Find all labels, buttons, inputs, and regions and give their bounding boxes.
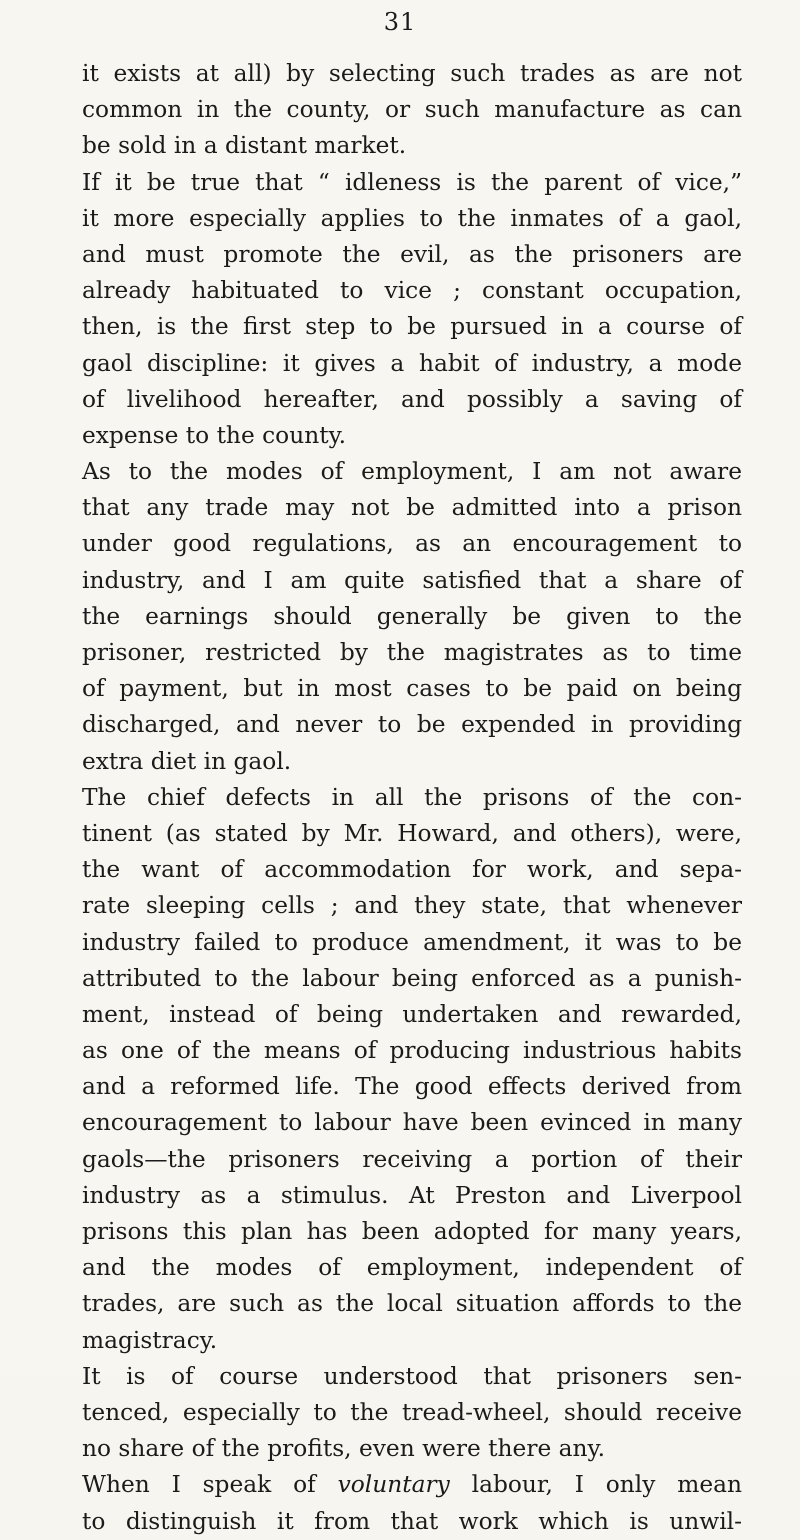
page-number: 31 [383, 8, 417, 36]
text-line: industry failed to produce amendment, it was to be [82, 928, 742, 956]
text-line: of payment, but in most cases to be paid on being [82, 675, 742, 703]
text-line: and the modes of employment, independent of [82, 1254, 742, 1282]
text-line: that any trade may not be admitted into a prison [82, 494, 742, 522]
body-text [82, 56, 742, 1540]
text-line: common in the county, or such manufacture as can [82, 96, 742, 124]
text-segment: When I speak of [82, 1471, 316, 1499]
text-line: prisons this plan has been adopted for many years, [82, 1218, 742, 1245]
text-line: ment, instead of being undertaken and rewarded, [82, 1000, 742, 1028]
text-line: gaol discipline: it gives a habit of industry, a mode [82, 349, 742, 377]
text-line: trades, are such as the local situation affords to the [82, 1290, 742, 1318]
text-line: expense to the county. [82, 421, 347, 449]
text-line: rate sleeping cells ; and they state, that whenever [82, 892, 742, 920]
text-line: magistracy. [82, 1326, 218, 1354]
text-line: prisoner, restricted by the magistrates as to time [82, 639, 742, 666]
italic-word: voluntary [337, 1471, 450, 1499]
text-line-with-italic [82, 1467, 742, 1503]
text-line: industry, and I am quite satisfied that a share of [82, 566, 742, 594]
text-line: be sold in a distant market. [82, 132, 407, 160]
text-line: attributed to the labour being enforced as a punish- [82, 964, 742, 992]
text-line: no share of the profits, even were there any. [82, 1435, 606, 1463]
text-line: tenced, especially to the tread-wheel, should receive [82, 1398, 742, 1426]
text-line: under good regulations, as an encouragement to [82, 530, 742, 558]
text-line: tinent (as stated by Mr. Howard, and others), were, [82, 819, 742, 847]
text-line: and must promote the evil, as the prisoners are [82, 240, 742, 268]
text-line: it more especially applies to the inmates of a gaol, [82, 204, 742, 232]
text-line: to distinguish it from that work which is unwil- [82, 1507, 742, 1535]
text-line: discharged, and never to be expended in providing [82, 711, 742, 739]
text-line: industry as a stimulus. At Preston and Liverpool [82, 1181, 742, 1209]
text-line: as one of the means of producing industrious habits [82, 1037, 742, 1065]
text-line: the earnings should generally be given to the [82, 602, 742, 630]
text-line: The chief defects in all the prisons of the con- [82, 783, 742, 811]
text-line: extra diet in gaol. [82, 747, 292, 775]
text-line: the want of accommodation for work, and sepa- [82, 856, 742, 884]
text-line: already habituated to vice ; constant occupation, [82, 277, 742, 305]
text-line: encouragement to labour have been evinced in many [82, 1109, 742, 1137]
text-line: As to the modes of employment, I am not aware [82, 458, 742, 486]
text-line: gaols—the prisoners receiving a portion of their [82, 1145, 742, 1173]
text-line: If it be true that “ idleness is the parent of vice,” [82, 168, 742, 196]
text-segment: labour, I only mean [471, 1471, 743, 1499]
text-line: it exists at all) by selecting such trades as are not [82, 60, 742, 87]
text-line: and a reformed life. The good effects derived from [82, 1073, 742, 1101]
text-line: It is of course understood that prisoners sen- [82, 1362, 742, 1390]
text-line: then, is the first step to be pursued in a course of [82, 313, 742, 341]
text-line: of livelihood hereafter, and possibly a saving of [82, 385, 742, 413]
